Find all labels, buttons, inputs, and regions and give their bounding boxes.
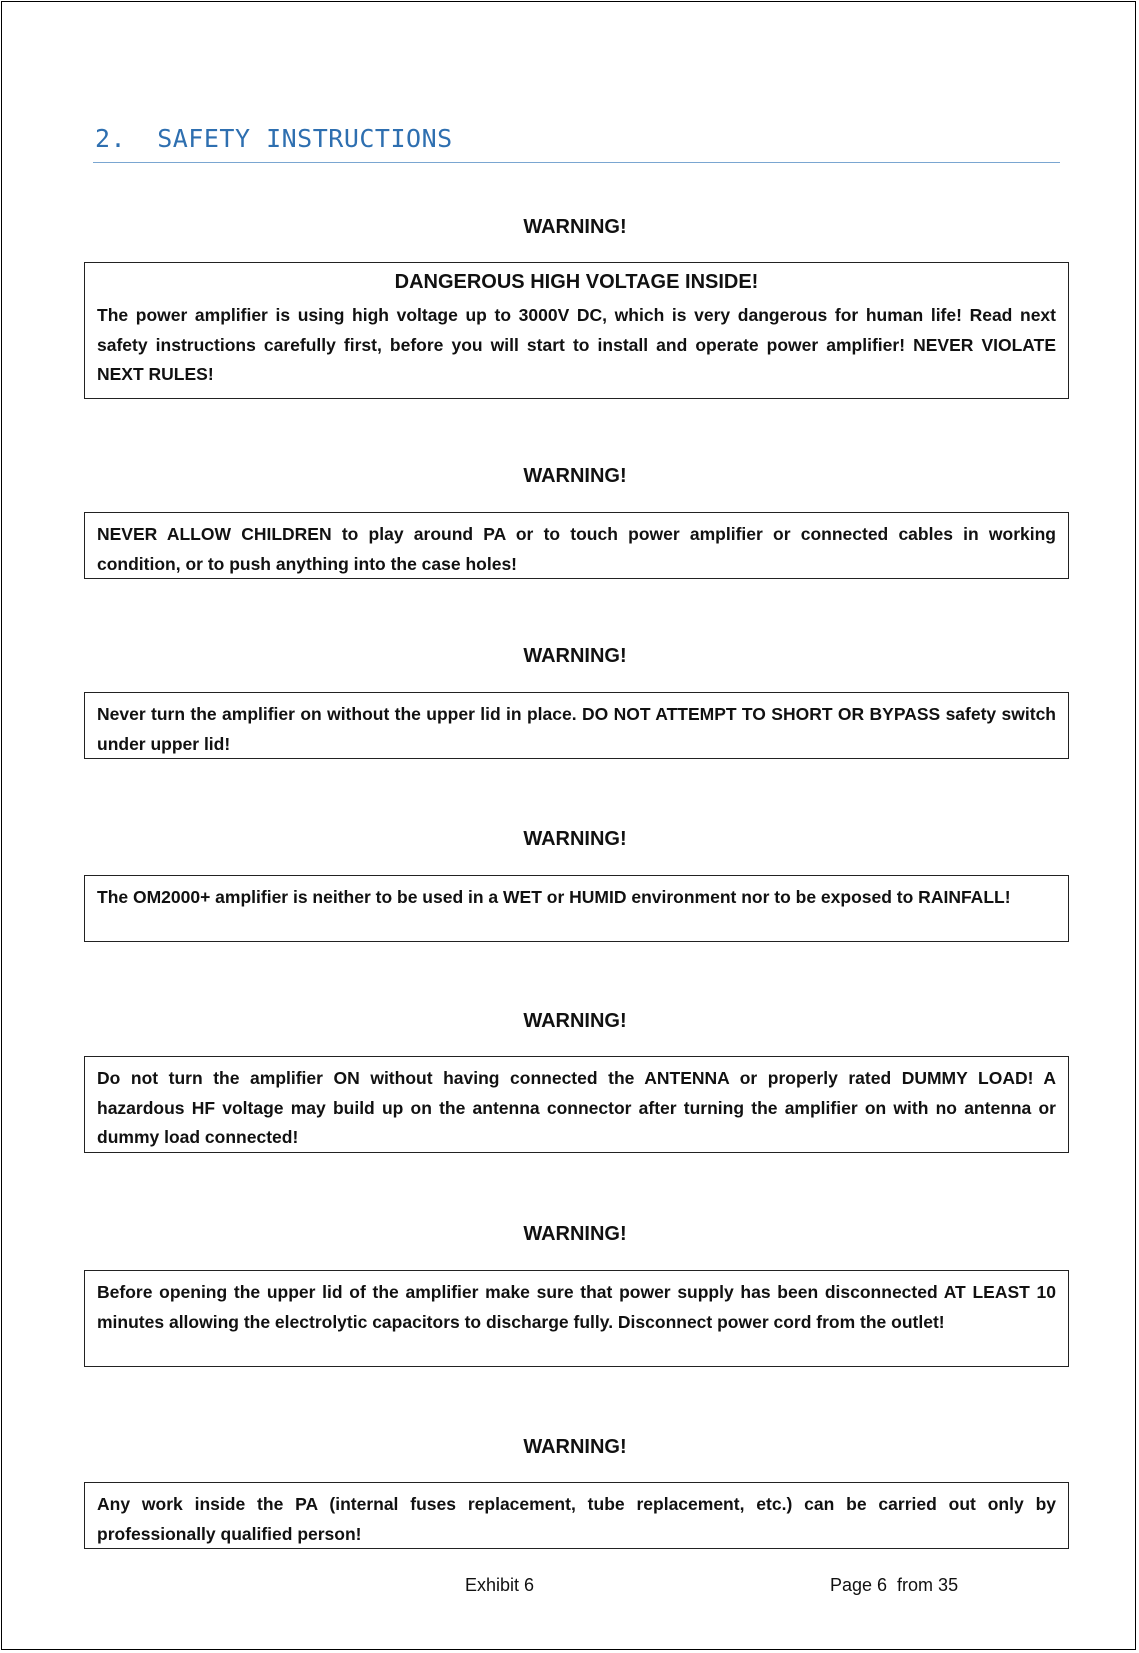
warning-box-title: DANGEROUS HIGH VOLTAGE INSIDE! xyxy=(394,271,759,293)
warning-title: WARNING! xyxy=(523,1010,627,1032)
warning-title: WARNING! xyxy=(523,216,627,238)
warning-text: NEVER ALLOW CHILDREN to play around PA or to touch power amplifier or connected cables in working condition, or to push anything into the case holes! xyxy=(97,524,1056,574)
warning-text: Any work inside the PA (internal fuses replacement, tube replacement, etc.) can be carried out only by professionally qualified person! xyxy=(97,1494,1056,1544)
warning-text: Before opening the upper lid of the amplifier make sure that power supply has been disconnected AT LEAST 10 minutes allowing the electrolytic capacitors to discharge fully. Disconnect power cord from the outlet! xyxy=(97,1282,1056,1332)
warning-title: WARNING! xyxy=(523,828,627,850)
heading-divider xyxy=(93,162,1060,163)
warning-box-upper-lid xyxy=(84,692,1069,759)
page-border xyxy=(1,1,1136,1650)
warning-box-qualified-person xyxy=(84,1482,1069,1549)
warning-text: Do not turn the amplifier ON without having connected the ANTENNA or properly rated DUMMY LOAD! A hazardous HF voltage may build up on the antenna connector after turning the amplifier on with no antenna or dummy load connected! xyxy=(97,1068,1056,1147)
warning-box-high-voltage xyxy=(84,262,1069,399)
warning-box-humidity xyxy=(84,875,1069,942)
warning-title: WARNING! xyxy=(523,1436,627,1458)
warning-box-children xyxy=(84,512,1069,579)
section-heading: 2. SAFETY INSTRUCTIONS xyxy=(95,124,453,153)
footer-page-number: Page 6 from 35 xyxy=(830,1575,959,1595)
warning-text: Never turn the amplifier on without the upper lid in place. DO NOT ATTEMPT TO SHORT OR BYPASS safety switch under upper lid! xyxy=(97,704,1056,754)
warning-text: The OM2000+ amplifier is neither to be used in a WET or HUMID environment nor to be exposed to RAINFALL! xyxy=(97,887,1011,907)
warning-text: The power amplifier is using high voltage up to 3000V DC, which is very dangerous for human life! Read next safety instructions carefully first, before you will start to install and operate power amplifier! NEVER VIOLATE NEXT RULES! xyxy=(97,305,1056,384)
warning-title: WARNING! xyxy=(523,465,627,487)
footer-exhibit: Exhibit 6 xyxy=(465,1575,535,1595)
warning-box-antenna xyxy=(84,1056,1069,1153)
warning-box-capacitors xyxy=(84,1270,1069,1367)
warning-title: WARNING! xyxy=(523,1223,627,1245)
warning-title: WARNING! xyxy=(523,645,627,667)
